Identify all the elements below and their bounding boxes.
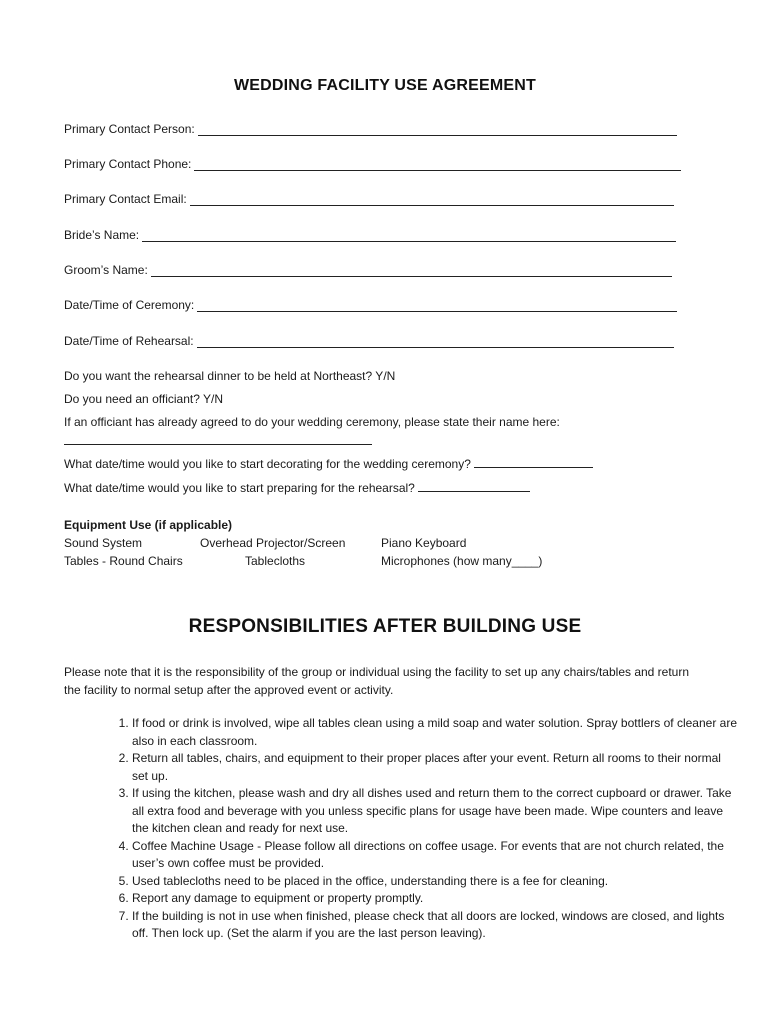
officiant-name-line[interactable] xyxy=(64,444,372,445)
responsibilities-intro: Please note that it is the responsibility of the group or individual using the facility to set up any chairs/tables and return the facility to normal setup after the approved event or activity. xyxy=(64,665,690,697)
list-item: 1. If food or drink is involved, wipe all tables clean using a mild soap and water solution. Spray bottlers of cleaner are also in each classroom. xyxy=(132,715,737,750)
rehearsal-time-question xyxy=(64,479,530,495)
field-label: Groom’s Name: xyxy=(64,263,148,277)
page-title: WEDDING FACILITY USE AGREEMENT xyxy=(233,77,536,94)
equipment-overhead-projector: Overhead Projector/Screen xyxy=(200,536,346,550)
primary-contact-email-field[interactable] xyxy=(64,192,674,206)
question-text: What date/time would you like to start decorating for the wedding ceremony? xyxy=(64,457,471,471)
responsibilities-title: RESPONSIBILITIES AFTER BUILDING USE xyxy=(188,616,582,637)
brides-name-field[interactable] xyxy=(64,228,676,242)
blank-line[interactable] xyxy=(197,335,674,348)
list-item: 4. Coffee Machine Usage - Please follow all directions on coffee usage. For events that are not church related, the user’s own coffee must be provided. xyxy=(132,838,737,873)
blank-line[interactable] xyxy=(198,123,677,136)
equipment-sound-system: Sound System xyxy=(64,536,143,550)
decorating-time-question xyxy=(64,455,593,471)
equipment-piano-keyboard: Piano Keyboard xyxy=(381,536,467,550)
primary-contact-person-field[interactable] xyxy=(64,122,677,136)
blank-line[interactable] xyxy=(142,229,676,242)
blank-line[interactable] xyxy=(418,479,530,492)
blank-line[interactable] xyxy=(151,264,672,277)
blank-line[interactable] xyxy=(190,193,674,206)
field-label: Primary Contact Phone: xyxy=(64,157,192,171)
grooms-name-field[interactable] xyxy=(64,263,672,277)
list-item: 6. Report any damage to equipment or property promptly. xyxy=(132,890,737,908)
field-label: Bride’s Name: xyxy=(64,228,140,242)
equipment-microphones: Microphones (how many____) xyxy=(381,554,543,568)
field-label: Date/Time of Ceremony: xyxy=(64,298,195,312)
equipment-tablecloths: Tablecloths xyxy=(245,554,306,568)
blank-line[interactable] xyxy=(197,299,677,312)
list-item: 7. If the building is not in use when finished, please check that all doors are locked, windows are closed, and lights off. Then lock up. (Set the alarm if you are the last person leaving). xyxy=(132,908,737,943)
blank-line[interactable] xyxy=(194,158,681,171)
ceremony-datetime-field[interactable] xyxy=(64,298,677,312)
primary-contact-phone-field[interactable] xyxy=(64,157,681,171)
officiant-question: Do you need an officiant? Y/N xyxy=(64,392,223,406)
field-label: Primary Contact Person: xyxy=(64,122,195,136)
field-label: Primary Contact Email: xyxy=(64,192,187,206)
rehearsal-dinner-question: Do you want the rehearsal dinner to be held at Northeast? Y/N xyxy=(64,369,396,383)
question-text: What date/time would you like to start preparing for the rehearsal? xyxy=(64,481,415,495)
equipment-tables-chairs: Tables - Round Chairs xyxy=(64,554,183,568)
officiant-name-question: If an officiant has already agreed to do your wedding ceremony, please state their name here: xyxy=(64,415,560,429)
blank-line[interactable] xyxy=(474,455,593,468)
equipment-heading: Equipment Use (if applicable) xyxy=(64,518,233,532)
responsibilities-list xyxy=(100,715,737,943)
field-label: Date/Time of Rehearsal: xyxy=(64,334,194,348)
list-item: 2. Return all tables, chairs, and equipment to their proper places after your event. Return all rooms to their normal set up. xyxy=(132,750,737,785)
list-item: 5. Used tablecloths need to be placed in the office, understanding there is a fee for cleaning. xyxy=(132,873,737,891)
rehearsal-datetime-field[interactable] xyxy=(64,334,674,348)
list-item: 3. If using the kitchen, please wash and dry all dishes used and return them to the correct cupboard or drawer. Take all extra food and beverage with you unless specific plans for usage have been made. Wipe counters and leave the kitchen clean and ready for next use. xyxy=(132,785,737,838)
